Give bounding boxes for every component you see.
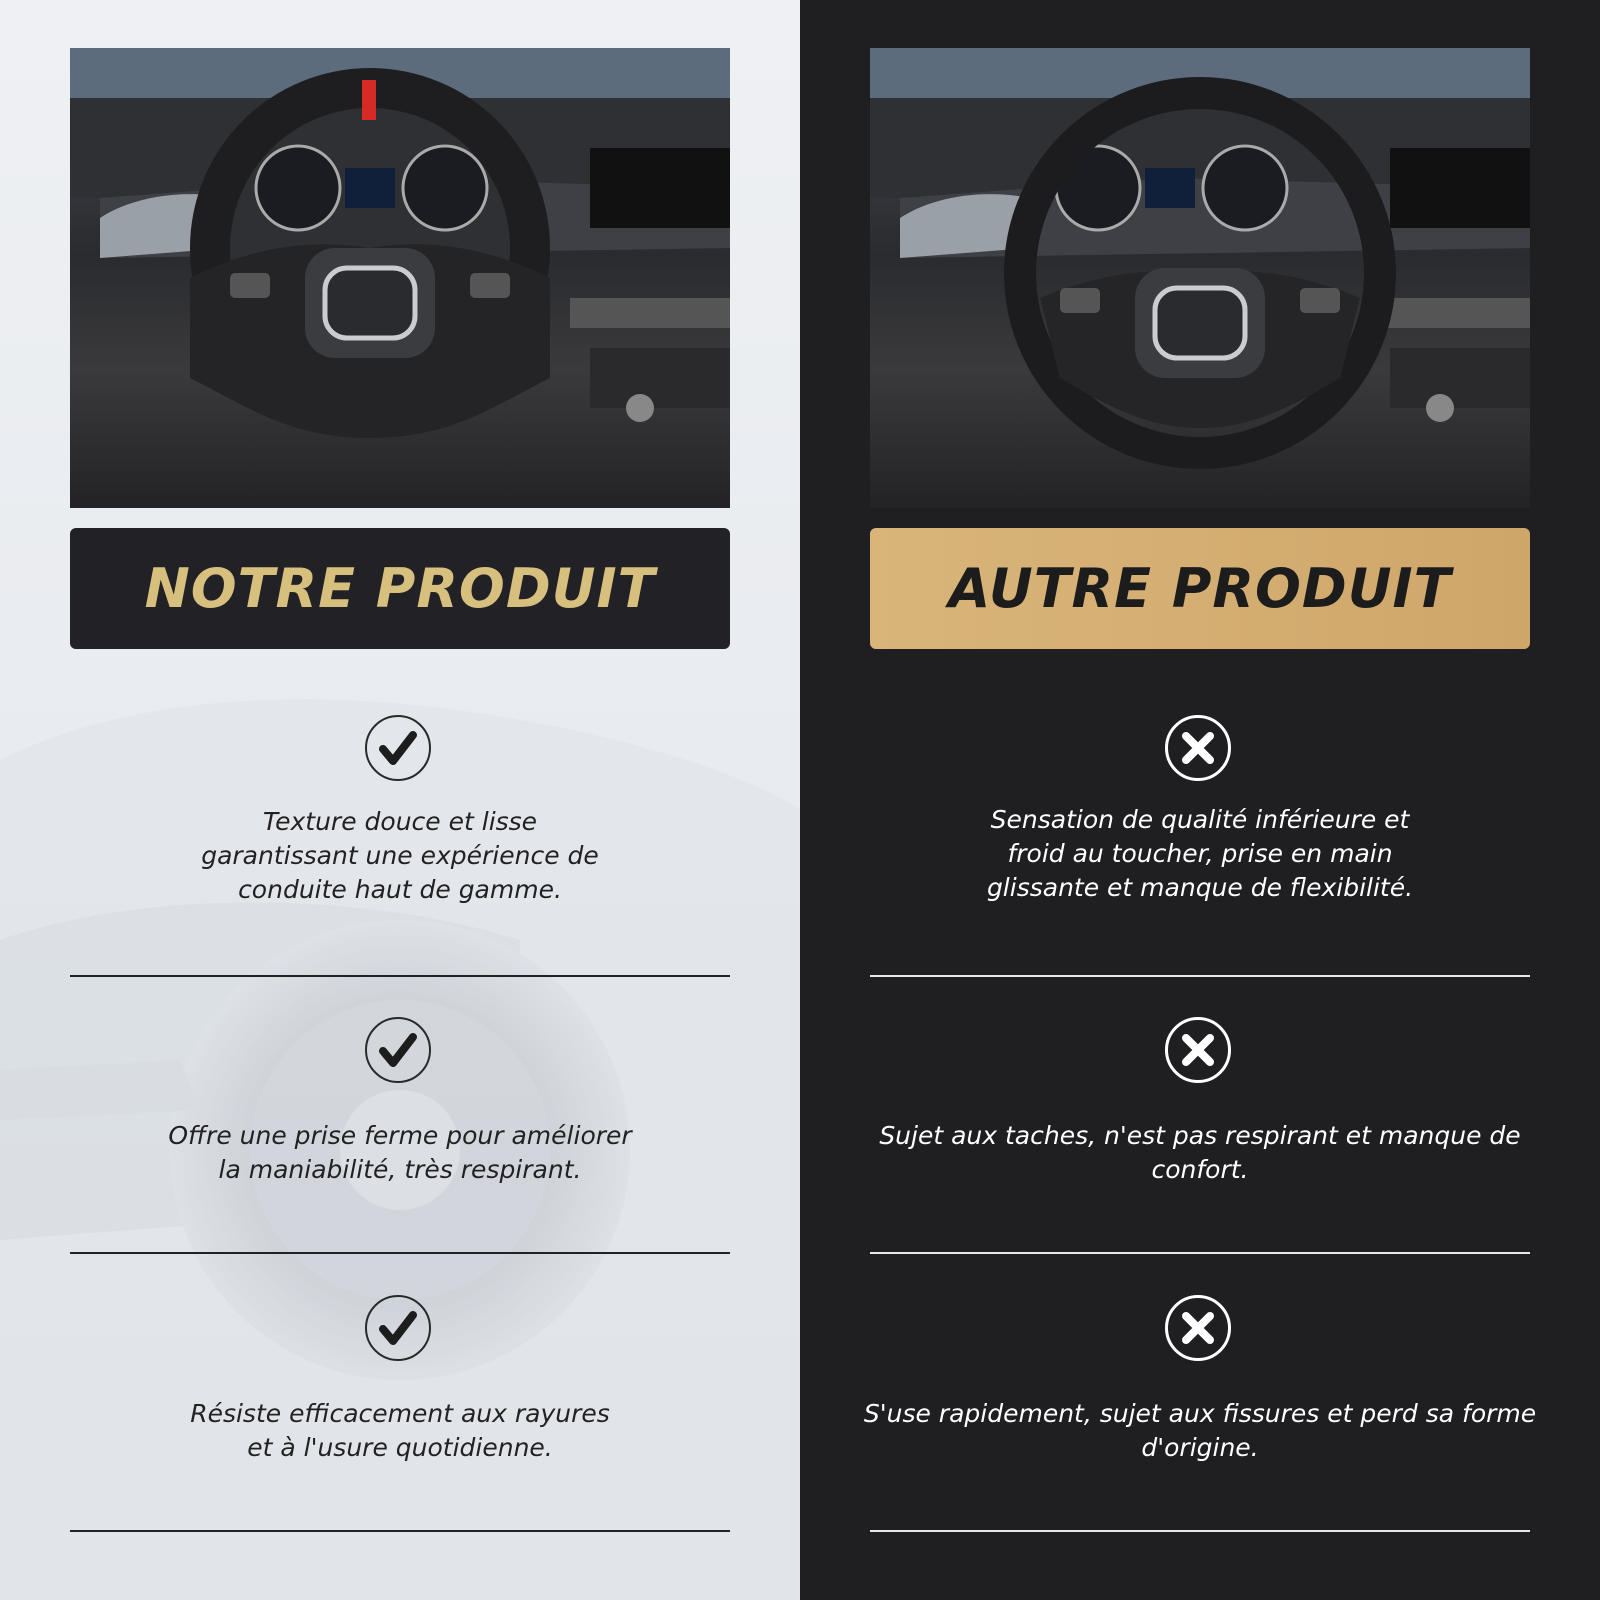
check-icon bbox=[365, 715, 431, 781]
divider bbox=[70, 1530, 730, 1532]
check-icon bbox=[365, 1017, 431, 1083]
steering-wheel-plain-photo bbox=[870, 48, 1530, 508]
steering-wheel-photo-drawing bbox=[870, 48, 1530, 508]
other-feature-text-2: Sujet aux taches, n'est pas respirant et manque de confort. bbox=[879, 1121, 1521, 1184]
x-icon bbox=[1165, 1295, 1231, 1361]
our-product-banner bbox=[70, 528, 730, 649]
divider bbox=[870, 1252, 1530, 1254]
our-feature-text-1: Texture douce et lisse garantissant une expérience de conduite haut de gamme. bbox=[201, 807, 599, 904]
our-feature-text-3: Résiste efficacement aux rayures et à l'usure quotidienne. bbox=[190, 1399, 610, 1462]
divider bbox=[870, 1530, 1530, 1532]
our-feature-text-2: Offre une prise ferme pour améliorer la maniabilité, très respirant. bbox=[168, 1121, 632, 1184]
steering-wheel-photo-drawing bbox=[70, 48, 730, 508]
divider bbox=[70, 975, 730, 977]
x-icon bbox=[1165, 715, 1231, 781]
other-product-column bbox=[800, 0, 1600, 1600]
x-icon bbox=[1165, 1017, 1231, 1083]
our-product-title: NOTRE PRODUIT bbox=[144, 557, 656, 620]
other-product-banner bbox=[870, 528, 1530, 649]
other-product-title: AUTRE PRODUIT bbox=[948, 557, 1452, 620]
other-feature-text-1: Sensation de qualité inférieure et froid au toucher, prise en main glissante et manque de flexibilité. bbox=[986, 805, 1414, 902]
divider bbox=[70, 1252, 730, 1254]
steering-wheel-red-stripe-photo bbox=[70, 48, 730, 508]
divider bbox=[870, 975, 1530, 977]
other-feature-text-3: S'use rapidement, sujet aux fissures et perd sa forme d'origine. bbox=[863, 1399, 1537, 1462]
check-icon bbox=[365, 1295, 431, 1361]
